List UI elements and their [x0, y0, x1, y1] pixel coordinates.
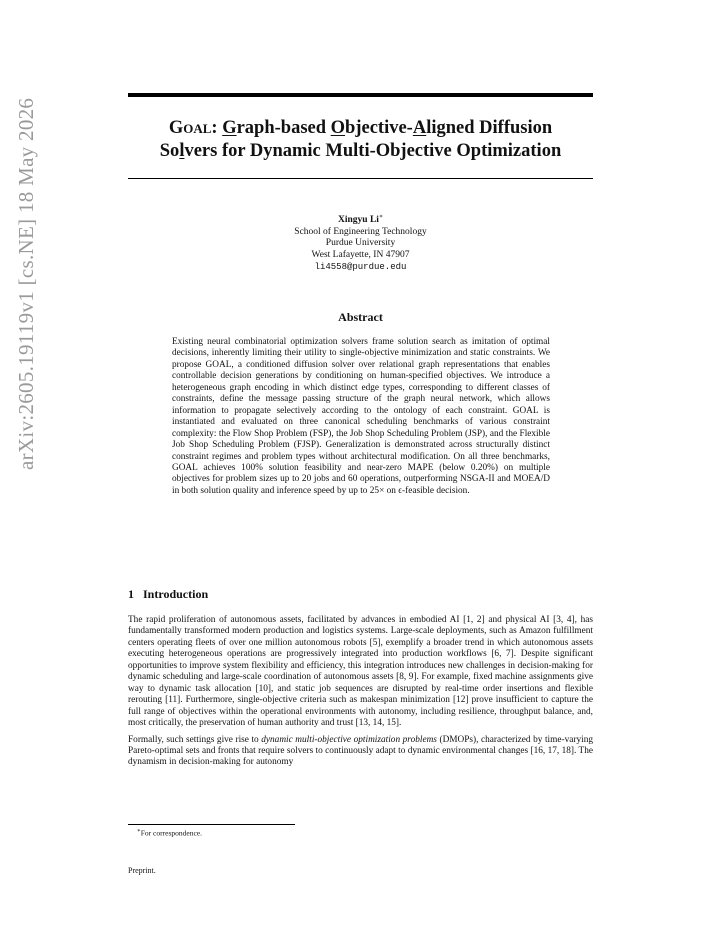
title-colon: : [211, 118, 223, 138]
paragraph-text: (DMOPs), characterized by time-varying Pareto-optimal sets and fronts that require solvers to continuously adapt to dynamic environmental changes [16, 17, 18]. The dynamism in decision-making for autonomy [128, 734, 593, 768]
paragraph: The rapid proliferation of autonomous assets, facilitated by advances in embodied AI [1, 2] and physical AI [3, 4], has fundamentally transformed modern production and logistics systems. Large-scale deployments, such as Amazon fulfillment centers operating fleets of over one million autonomous robots [5], exemplify a broader trend in which autonomous assets executing heterogeneous operations are progressively integrated into production workflows [6, 7]. Despite significant opportunities to improve system flexibility and efficiency, this integration introduces new challenges in decision-making for dynamic scheduling and large-scale coordination of autonomous assets [8, 9]. For example, fixed machine assignments give way to dynamic task allocation [10], and static job sequences are disrupted by real-time order insertions and flexible rerouting [11]. Furthermore, single-objective criteria such as makespan minimization [12] prove insufficient to capture the full range of objectives within the operational environments with autonomy, including resilience, throughput balance, and, most critically, the preservation of human authority and trust [13, 14, 15]. [128, 615, 593, 729]
title-underlined-a: A [412, 118, 427, 138]
emphasized-term: dynamic multi-objective optimization problems [261, 734, 437, 745]
introduction-body [128, 615, 593, 774]
arxiv-identifier-stamp: arXiv:2605.19119v1 [cs.NE] 18 May 2026 [14, 97, 38, 470]
title-part: ligned Diffusion [426, 118, 553, 138]
author-name-text: Xingyu Li [338, 215, 379, 226]
author-address: West Lafayette, IN 47907 [311, 249, 410, 260]
title-underlined-o: O [330, 118, 346, 138]
author-name [128, 212, 593, 227]
author-email: li4558@purdue.edu [314, 261, 407, 272]
abstract-heading: Abstract [338, 310, 383, 324]
title-top-rule [128, 93, 593, 97]
author-affiliation: School of Engineering Technology [294, 226, 427, 237]
footnote-rule [128, 824, 295, 825]
paragraph [128, 735, 593, 769]
footnote-mark: ∗ [137, 828, 141, 834]
title-part: raph-based [236, 118, 331, 138]
title-part: bjective- [345, 118, 413, 138]
title-part: So [159, 141, 180, 161]
footnote-text: For correspondence. [140, 828, 202, 838]
section-heading-introduction [128, 587, 208, 602]
title-underlined-l: l [179, 141, 185, 161]
section-title: Introduction [143, 587, 209, 601]
title-bottom-rule [128, 178, 593, 179]
footnote [137, 828, 202, 838]
author-block [128, 212, 593, 273]
paragraph-text: Formally, such settings give rise to [128, 734, 262, 745]
title-part: vers for Dynamic Multi-Objective Optimization [184, 141, 562, 161]
title-underlined-g: G [222, 118, 237, 138]
author-footnote-mark: ∗ [378, 214, 383, 220]
section-number: 1 [128, 587, 134, 601]
abstract-text: Existing neural combinatorial optimization solvers frame solution search as imitation of optimal decisions, inherently limiting their utility to single-objective minimization and static constraints. We propose GOAL, a conditioned diffusion solver over relational graph representations that enables controllable decision generations by conditioning on human-specified objectives. We introduce a heterogeneous graph encoding in which distinct edge types, corresponding to different classes of constraints, define the message passing structure of the graph neural network, which allows information to propagate selectively according to the ontology of each constraint. GOAL is instantiated and evaluated on three canonical scheduling benchmarks of various constraint complexity: the Flow Shop Problem (FSP), the Job Shop Scheduling Problem (JSP), and the Flexible Job Shop Scheduling Problem (FJSP). Generalization is demonstrated across structurally distinct constraint regimes and problem types without architectural modification. On all three benchmarks, GOAL achieves 100% solution feasibility and near-zero MAPE (below 0.20%) on multiple objectives for problem sizes up to 20 jobs and 60 operations, outperforming NSGA-II and MOEA/D in both solution quality and inference speed by up to 25× on ϵ-feasible decision. [172, 337, 550, 496]
paper-title [128, 117, 593, 163]
title-goal-word: Goal [168, 118, 212, 138]
preprint-label: Preprint. [128, 866, 156, 875]
author-university: Purdue University [325, 238, 396, 249]
